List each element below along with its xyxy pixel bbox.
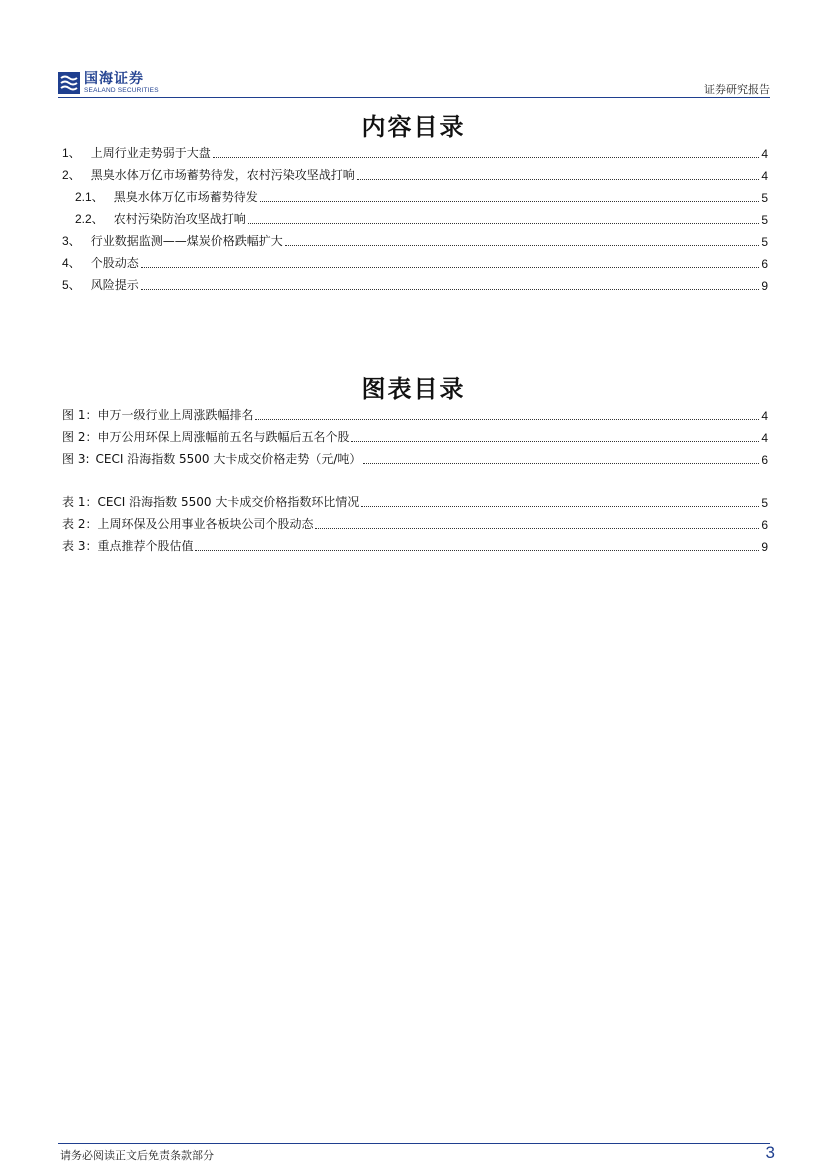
- toc-entry-page: 4: [761, 147, 768, 161]
- toc-entry-text: 风险提示: [90, 278, 139, 292]
- figure-entry-number: 图 3:: [62, 452, 90, 466]
- toc-entry-page: 5: [761, 235, 768, 249]
- toc-entry-page: 5: [761, 191, 768, 205]
- dot-leader: [213, 156, 760, 158]
- table-entry-page: 6: [761, 518, 768, 532]
- table-entry[interactable]: [62, 538, 768, 554]
- header-divider: [58, 97, 770, 98]
- dot-leader: [357, 178, 760, 180]
- dot-leader: [361, 505, 759, 507]
- figure-entry[interactable]: [62, 429, 768, 445]
- dot-leader: [195, 549, 759, 551]
- figure-entry-page: 6: [761, 453, 768, 467]
- toc-entry[interactable]: [62, 255, 768, 271]
- logo-english-name: SEALAND SECURITIES: [84, 86, 159, 94]
- toc-entry[interactable]: [62, 233, 768, 249]
- toc-subentry[interactable]: [75, 189, 768, 205]
- table-entry-text: CECI 沿海指数 5500 大卡成交价格指数环比情况: [97, 495, 360, 509]
- footer-divider: [58, 1143, 770, 1144]
- toc-entry-number: 4、: [62, 256, 81, 270]
- figure-entry[interactable]: [62, 407, 768, 423]
- dot-leader: [351, 440, 759, 442]
- figure-entry-page: 4: [761, 431, 768, 445]
- contents-title: 内容目录: [361, 113, 466, 141]
- table-entry-number: 表 2：: [62, 517, 98, 531]
- toc-entry-text: 个股动态: [90, 256, 139, 270]
- toc-entry[interactable]: [62, 167, 768, 183]
- toc-entry-number: 2.2、: [75, 212, 104, 226]
- dot-leader: [260, 200, 760, 202]
- toc-entry-number: 2、: [62, 168, 81, 182]
- sealand-logo-icon: [58, 72, 80, 94]
- page-header: [58, 66, 770, 98]
- logo-chinese-name: 国海证券: [84, 70, 144, 87]
- dot-leader: [285, 244, 760, 246]
- table-entry-page: 5: [761, 496, 768, 510]
- figure-entry-text: 申万公用环保上周涨幅前五名与跌幅后五名个股: [97, 430, 350, 444]
- toc-entry-text: 行业数据监测——煤炭价格跌幅扩大: [90, 234, 283, 248]
- figure-entry-text: 申万一级行业上周涨跌幅排名: [97, 408, 254, 422]
- dot-leader: [141, 266, 760, 268]
- toc-entry-page: 5: [761, 213, 768, 227]
- table-entry-number: 表 1：: [62, 495, 98, 509]
- toc-entry-page: 4: [761, 169, 768, 183]
- figure-entry[interactable]: [62, 451, 768, 467]
- table-entry[interactable]: [62, 494, 768, 510]
- toc-entry[interactable]: [62, 145, 768, 161]
- company-logo: [58, 69, 159, 97]
- toc-entry-number: 5、: [62, 278, 81, 292]
- toc-entry[interactable]: [62, 277, 768, 293]
- toc-entry-page: 9: [761, 279, 768, 293]
- toc-entry-page: 6: [761, 257, 768, 271]
- table-entry-page: 9: [761, 540, 768, 554]
- table-entry-text: 上周环保及公用事业各板块公司个股动态: [97, 517, 314, 531]
- figure-entry-text: CECI 沿海指数 5500 大卡成交价格走势（元/吨）: [95, 452, 362, 466]
- figure-entry-page: 4: [761, 409, 768, 423]
- toc-entry-number: 2.1、: [75, 190, 104, 204]
- figure-entry-number: 图 1：: [62, 408, 98, 422]
- toc-entry-text: 上周行业走势弱于大盘: [90, 146, 211, 160]
- table-entry[interactable]: [62, 516, 768, 532]
- table-entry-text: 重点推荐个股估值: [97, 539, 194, 553]
- charts-title: 图表目录: [361, 375, 466, 403]
- dot-leader: [141, 288, 760, 290]
- figure-entry-number: 图 2：: [62, 430, 98, 444]
- toc-entry-number: 3、: [62, 234, 81, 248]
- toc-entry-number: 1、: [62, 146, 81, 160]
- dot-leader: [248, 222, 760, 224]
- table-entry-number: 表 3：: [62, 539, 98, 553]
- toc-entry-text: 黑臭水体万亿市场蓄势待发，农村污染攻坚战打响: [90, 168, 355, 182]
- dot-leader: [363, 462, 759, 464]
- dot-leader: [315, 527, 759, 529]
- footer-disclaimer: 请务必阅读正文后免责条款部分: [60, 1149, 214, 1162]
- toc-entry-text: 农村污染防治攻坚战打响: [113, 212, 246, 226]
- page-number: 3: [765, 1143, 775, 1162]
- toc-subentry[interactable]: [75, 211, 768, 227]
- dot-leader: [255, 418, 759, 420]
- toc-entry-text: 黑臭水体万亿市场蓄势待发: [113, 190, 258, 204]
- report-type-label: 证券研究报告: [704, 83, 770, 96]
